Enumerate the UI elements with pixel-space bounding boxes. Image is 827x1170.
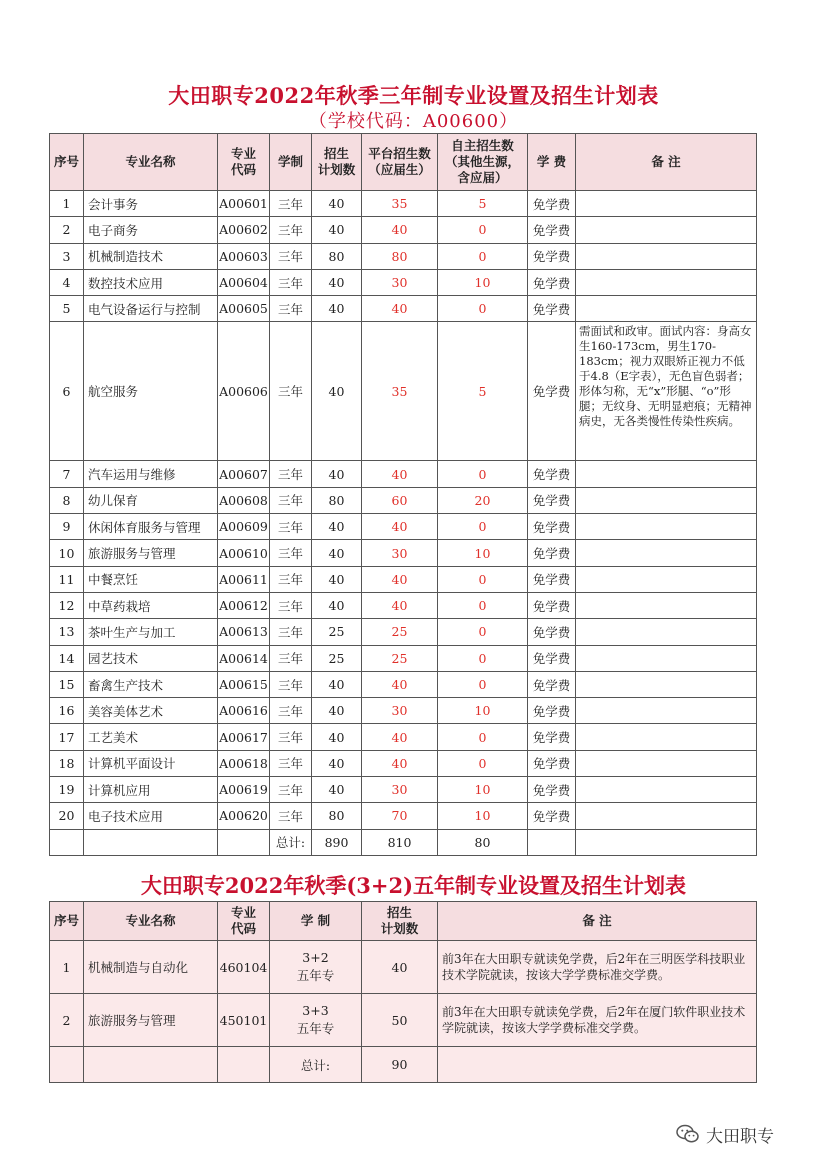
cell-name: 旅游服务与管理 — [84, 540, 218, 566]
total-empty-5 — [576, 829, 757, 855]
header-plan-line2: 计划数 — [317, 162, 356, 177]
cell-plan: 40 — [312, 592, 362, 618]
cell-note — [576, 191, 757, 217]
cell-years-line2: 五年专 — [296, 968, 335, 983]
cell-no: 8 — [50, 487, 84, 513]
cell-code: A00619 — [218, 777, 270, 803]
cell-years-line2: 五年专 — [296, 1021, 335, 1036]
table-row — [50, 566, 757, 592]
cell-note — [576, 698, 757, 724]
cell-no: 5 — [50, 296, 84, 322]
total-empty-3 — [218, 829, 270, 855]
cell-no: 1 — [50, 191, 84, 217]
cell-note — [576, 645, 757, 671]
cell-self: 0 — [438, 461, 528, 487]
table-row — [50, 803, 757, 829]
t2-header-row — [50, 902, 757, 941]
cell-self: 5 — [438, 322, 528, 461]
cell-no: 1 — [50, 941, 84, 994]
cell-years: 三年 — [270, 671, 312, 697]
t2-total-row — [50, 1047, 757, 1083]
total-empty-2 — [84, 829, 218, 855]
table-row — [50, 698, 757, 724]
table-row — [50, 243, 757, 269]
cell-self: 0 — [438, 566, 528, 592]
cell-note: 需面试和政审。面试内容：身高女生160-173cm，男生170-183cm；视力双眼矫正视力不低于4.8（E字表），无色盲色弱者；形体匀称，无“x”形腿、“o”形腿；无纹身、无明显疤痕；无精神病史，无各类慢性传染性疾病。 — [576, 322, 757, 461]
cell-platform: 40 — [362, 750, 438, 776]
cell-years: 三年 — [270, 296, 312, 322]
cell-code: 460104 — [218, 941, 270, 994]
cell-code: A00608 — [218, 487, 270, 513]
cell-code: 450101 — [218, 994, 270, 1047]
cell-code: A00620 — [218, 803, 270, 829]
table-row — [50, 750, 757, 776]
wechat-icon — [676, 1124, 700, 1144]
cell-code: A00613 — [218, 619, 270, 645]
cell-fee: 免学费 — [528, 803, 576, 829]
five-year-plan-table — [49, 901, 757, 1083]
cell-years: 三年 — [270, 191, 312, 217]
cell-name: 机械制造技术 — [84, 243, 218, 269]
cell-years: 三年 — [270, 322, 312, 461]
cell-plan: 40 — [312, 671, 362, 697]
cell-note — [576, 269, 757, 295]
cell-no: 2 — [50, 217, 84, 243]
three-year-plan-table — [49, 133, 757, 856]
cell-platform: 25 — [362, 645, 438, 671]
cell-name: 工艺美术 — [84, 724, 218, 750]
cell-fee: 免学费 — [528, 322, 576, 461]
cell-platform: 30 — [362, 698, 438, 724]
t2-header-plan — [362, 902, 438, 941]
header-platform — [362, 134, 438, 191]
t2-total-label: 总计: — [270, 1047, 362, 1083]
cell-self: 0 — [438, 243, 528, 269]
cell-fee: 免学费 — [528, 243, 576, 269]
header-plan — [312, 134, 362, 191]
cell-self: 0 — [438, 217, 528, 243]
cell-fee: 免学费 — [528, 461, 576, 487]
cell-years: 三年 — [270, 777, 312, 803]
cell-note — [576, 777, 757, 803]
t1-total-row — [50, 829, 757, 855]
cell-platform: 40 — [362, 566, 438, 592]
cell-fee: 免学费 — [528, 724, 576, 750]
header-self — [438, 134, 528, 191]
cell-no: 17 — [50, 724, 84, 750]
cell-fee: 免学费 — [528, 191, 576, 217]
cell-fee: 免学费 — [528, 487, 576, 513]
table-row — [50, 296, 757, 322]
cell-plan: 40 — [312, 540, 362, 566]
cell-plan: 40 — [312, 461, 362, 487]
t2-body — [50, 941, 757, 1047]
header-self-line3: 含应届） — [457, 170, 508, 185]
cell-self: 0 — [438, 619, 528, 645]
cell-years: 三年 — [270, 619, 312, 645]
cell-fee: 免学费 — [528, 592, 576, 618]
cell-fee: 免学费 — [528, 514, 576, 540]
cell-years: 三年 — [270, 269, 312, 295]
cell-self: 0 — [438, 514, 528, 540]
cell-plan: 40 — [312, 566, 362, 592]
t2-header-code — [218, 902, 270, 941]
total-self: 80 — [438, 829, 528, 855]
cell-name: 幼儿保育 — [84, 487, 218, 513]
cell-fee: 免学费 — [528, 777, 576, 803]
cell-platform: 40 — [362, 671, 438, 697]
cell-platform: 40 — [362, 592, 438, 618]
t2-header-plan-line1: 招生 — [386, 905, 412, 920]
cell-note — [576, 461, 757, 487]
cell-self: 0 — [438, 750, 528, 776]
cell-years — [270, 994, 362, 1047]
table-row — [50, 191, 757, 217]
t2-total-empty-4 — [438, 1047, 757, 1083]
cell-plan: 80 — [312, 487, 362, 513]
cell-years: 三年 — [270, 566, 312, 592]
cell-self: 10 — [438, 803, 528, 829]
cell-platform: 35 — [362, 191, 438, 217]
cell-plan: 80 — [312, 803, 362, 829]
t2-header-years: 学 制 — [270, 902, 362, 941]
cell-name: 畜禽生产技术 — [84, 671, 218, 697]
cell-name: 中餐烹饪 — [84, 566, 218, 592]
cell-years: 三年 — [270, 514, 312, 540]
t2-total-empty-3 — [218, 1047, 270, 1083]
cell-name: 茶叶生产与加工 — [84, 619, 218, 645]
cell-name: 会计事务 — [84, 191, 218, 217]
total-empty-4 — [528, 829, 576, 855]
cell-platform: 30 — [362, 540, 438, 566]
cell-platform: 60 — [362, 487, 438, 513]
cell-note — [576, 803, 757, 829]
cell-note — [576, 592, 757, 618]
cell-platform: 70 — [362, 803, 438, 829]
watermark — [676, 1119, 774, 1149]
cell-name: 电气设备运行与控制 — [84, 296, 218, 322]
cell-years: 三年 — [270, 487, 312, 513]
cell-years: 三年 — [270, 540, 312, 566]
header-years: 学制 — [270, 134, 312, 191]
table-row — [50, 592, 757, 618]
header-platform-line1: 平台招生数 — [368, 146, 431, 161]
table-row — [50, 671, 757, 697]
cell-plan: 40 — [312, 322, 362, 461]
cell-years: 三年 — [270, 217, 312, 243]
t2-header-no: 序号 — [50, 902, 84, 941]
cell-no: 15 — [50, 671, 84, 697]
cell-code: A00617 — [218, 724, 270, 750]
cell-no: 13 — [50, 619, 84, 645]
cell-plan: 25 — [312, 619, 362, 645]
cell-note: 前3年在大田职专就读免学费，后2年在厦门软件职业技术学院就读，按该大学学费标准交学费。 — [438, 994, 757, 1047]
cell-note — [576, 217, 757, 243]
header-note: 备 注 — [576, 134, 757, 191]
table-header-row — [50, 134, 757, 191]
cell-code: A00610 — [218, 540, 270, 566]
cell-fee: 免学费 — [528, 671, 576, 697]
cell-code: A00618 — [218, 750, 270, 776]
cell-years: 三年 — [270, 243, 312, 269]
cell-note — [576, 514, 757, 540]
cell-code: A00607 — [218, 461, 270, 487]
cell-years-line1: 3+2 — [302, 950, 329, 965]
cell-note: 前3年在大田职专就读免学费，后2年在三明医学科技职业技术学院就读，按该大学学费标准交学费。 — [438, 941, 757, 994]
t1-body — [50, 191, 757, 830]
cell-plan: 40 — [312, 191, 362, 217]
t2-header-note: 备 注 — [438, 902, 757, 941]
cell-platform: 30 — [362, 269, 438, 295]
table-row — [50, 540, 757, 566]
t2-header-name: 专业名称 — [84, 902, 218, 941]
cell-code: A00601 — [218, 191, 270, 217]
cell-fee: 免学费 — [528, 296, 576, 322]
header-self-line1: 自主招生数 — [451, 138, 514, 153]
cell-no: 6 — [50, 322, 84, 461]
cell-years: 三年 — [270, 461, 312, 487]
header-code — [218, 134, 270, 191]
cell-name: 中草药栽培 — [84, 592, 218, 618]
cell-self: 10 — [438, 777, 528, 803]
cell-self: 0 — [438, 645, 528, 671]
table-row — [50, 322, 757, 461]
header-code-line2: 代码 — [230, 162, 256, 177]
cell-plan: 80 — [312, 243, 362, 269]
cell-no: 3 — [50, 243, 84, 269]
cell-note — [576, 671, 757, 697]
cell-self: 0 — [438, 296, 528, 322]
cell-self: 0 — [438, 671, 528, 697]
cell-name: 旅游服务与管理 — [84, 994, 218, 1047]
cell-fee: 免学费 — [528, 566, 576, 592]
cell-no: 14 — [50, 645, 84, 671]
cell-plan: 40 — [312, 514, 362, 540]
cell-platform: 40 — [362, 296, 438, 322]
cell-name: 数控技术应用 — [84, 269, 218, 295]
cell-no: 20 — [50, 803, 84, 829]
cell-code: A00616 — [218, 698, 270, 724]
cell-fee: 免学费 — [528, 540, 576, 566]
cell-name: 电子技术应用 — [84, 803, 218, 829]
header-no: 序号 — [50, 134, 84, 191]
cell-note — [576, 750, 757, 776]
cell-no: 11 — [50, 566, 84, 592]
cell-no: 9 — [50, 514, 84, 540]
total-plan: 890 — [312, 829, 362, 855]
cell-fee: 免学费 — [528, 217, 576, 243]
cell-no: 10 — [50, 540, 84, 566]
cell-code: A00614 — [218, 645, 270, 671]
cell-code: A00604 — [218, 269, 270, 295]
header-self-line2: （其他生源， — [444, 154, 520, 169]
cell-name: 机械制造与自动化 — [84, 941, 218, 994]
cell-self: 5 — [438, 191, 528, 217]
cell-years-line1: 3+3 — [302, 1003, 329, 1018]
cell-plan: 40 — [312, 296, 362, 322]
cell-code: A00612 — [218, 592, 270, 618]
cell-no: 16 — [50, 698, 84, 724]
total-label: 总计: — [270, 829, 312, 855]
cell-plan: 40 — [312, 269, 362, 295]
cell-years: 三年 — [270, 803, 312, 829]
cell-platform: 30 — [362, 777, 438, 803]
header-platform-line2: （应届生） — [368, 162, 431, 177]
cell-note — [576, 487, 757, 513]
cell-self: 10 — [438, 698, 528, 724]
cell-plan: 40 — [312, 750, 362, 776]
total-platform: 810 — [362, 829, 438, 855]
cell-name: 计算机平面设计 — [84, 750, 218, 776]
table-row — [50, 645, 757, 671]
cell-plan: 40 — [312, 217, 362, 243]
cell-name: 航空服务 — [84, 322, 218, 461]
cell-plan: 40 — [312, 724, 362, 750]
cell-years — [270, 941, 362, 994]
header-name: 专业名称 — [84, 134, 218, 191]
cell-note — [576, 540, 757, 566]
five-year-title: 大田职专2022年秋季(3+2)五年制专业设置及招生计划表 — [140, 873, 687, 898]
table-row — [50, 461, 757, 487]
cell-name: 美容美体艺术 — [84, 698, 218, 724]
cell-fee: 免学费 — [528, 698, 576, 724]
cell-no: 12 — [50, 592, 84, 618]
cell-note — [576, 724, 757, 750]
t2-header-code-line1: 专业 — [230, 905, 256, 920]
table-row — [50, 777, 757, 803]
table-row — [50, 619, 757, 645]
cell-self: 10 — [438, 269, 528, 295]
cell-fee: 免学费 — [528, 645, 576, 671]
cell-self: 0 — [438, 724, 528, 750]
cell-years: 三年 — [270, 645, 312, 671]
cell-code: A00605 — [218, 296, 270, 322]
cell-fee: 免学费 — [528, 619, 576, 645]
cell-code: A00606 — [218, 322, 270, 461]
cell-plan: 40 — [362, 941, 438, 994]
cell-name: 休闲体育服务与管理 — [84, 514, 218, 540]
cell-platform: 35 — [362, 322, 438, 461]
header-code-line1: 专业 — [230, 146, 256, 161]
cell-platform: 40 — [362, 461, 438, 487]
school-code: （学校代码：A00600） — [308, 111, 519, 132]
cell-code: A00611 — [218, 566, 270, 592]
cell-self: 0 — [438, 592, 528, 618]
cell-note — [576, 566, 757, 592]
watermark-text: 大田职专 — [706, 1126, 774, 1147]
cell-years: 三年 — [270, 750, 312, 776]
total-empty-1 — [50, 829, 84, 855]
cell-name: 汽车运用与维修 — [84, 461, 218, 487]
cell-platform: 40 — [362, 724, 438, 750]
t2-total-empty-1 — [50, 1047, 84, 1083]
cell-note — [576, 243, 757, 269]
cell-no: 18 — [50, 750, 84, 776]
cell-years: 三年 — [270, 698, 312, 724]
header-plan-line1: 招生 — [323, 146, 349, 161]
t2-header-plan-line2: 计划数 — [380, 921, 419, 936]
cell-platform: 40 — [362, 217, 438, 243]
table-row — [50, 941, 757, 994]
cell-name: 园艺技术 — [84, 645, 218, 671]
t2-header-code-line2: 代码 — [230, 921, 256, 936]
cell-platform: 25 — [362, 619, 438, 645]
cell-code: A00603 — [218, 243, 270, 269]
table-row — [50, 514, 757, 540]
cell-name: 计算机应用 — [84, 777, 218, 803]
cell-code: A00602 — [218, 217, 270, 243]
t2-total-plan: 90 — [362, 1047, 438, 1083]
cell-no: 2 — [50, 994, 84, 1047]
cell-fee: 免学费 — [528, 269, 576, 295]
cell-note — [576, 296, 757, 322]
cell-platform: 40 — [362, 514, 438, 540]
cell-self: 10 — [438, 540, 528, 566]
page-title: 大田职专2022年秋季三年制专业设置及招生计划表 — [168, 83, 659, 108]
cell-years: 三年 — [270, 592, 312, 618]
cell-code: A00615 — [218, 671, 270, 697]
cell-no: 4 — [50, 269, 84, 295]
table-row — [50, 217, 757, 243]
table-row — [50, 994, 757, 1047]
cell-plan: 25 — [312, 645, 362, 671]
cell-code: A00609 — [218, 514, 270, 540]
table-row — [50, 269, 757, 295]
cell-platform: 80 — [362, 243, 438, 269]
cell-no: 7 — [50, 461, 84, 487]
t2-total-empty-2 — [84, 1047, 218, 1083]
table-row — [50, 487, 757, 513]
cell-years: 三年 — [270, 724, 312, 750]
cell-plan: 50 — [362, 994, 438, 1047]
cell-plan: 40 — [312, 777, 362, 803]
cell-no: 19 — [50, 777, 84, 803]
cell-plan: 40 — [312, 698, 362, 724]
header-fee: 学 费 — [528, 134, 576, 191]
cell-fee: 免学费 — [528, 750, 576, 776]
cell-name: 电子商务 — [84, 217, 218, 243]
table-row — [50, 724, 757, 750]
cell-self: 20 — [438, 487, 528, 513]
cell-note — [576, 619, 757, 645]
